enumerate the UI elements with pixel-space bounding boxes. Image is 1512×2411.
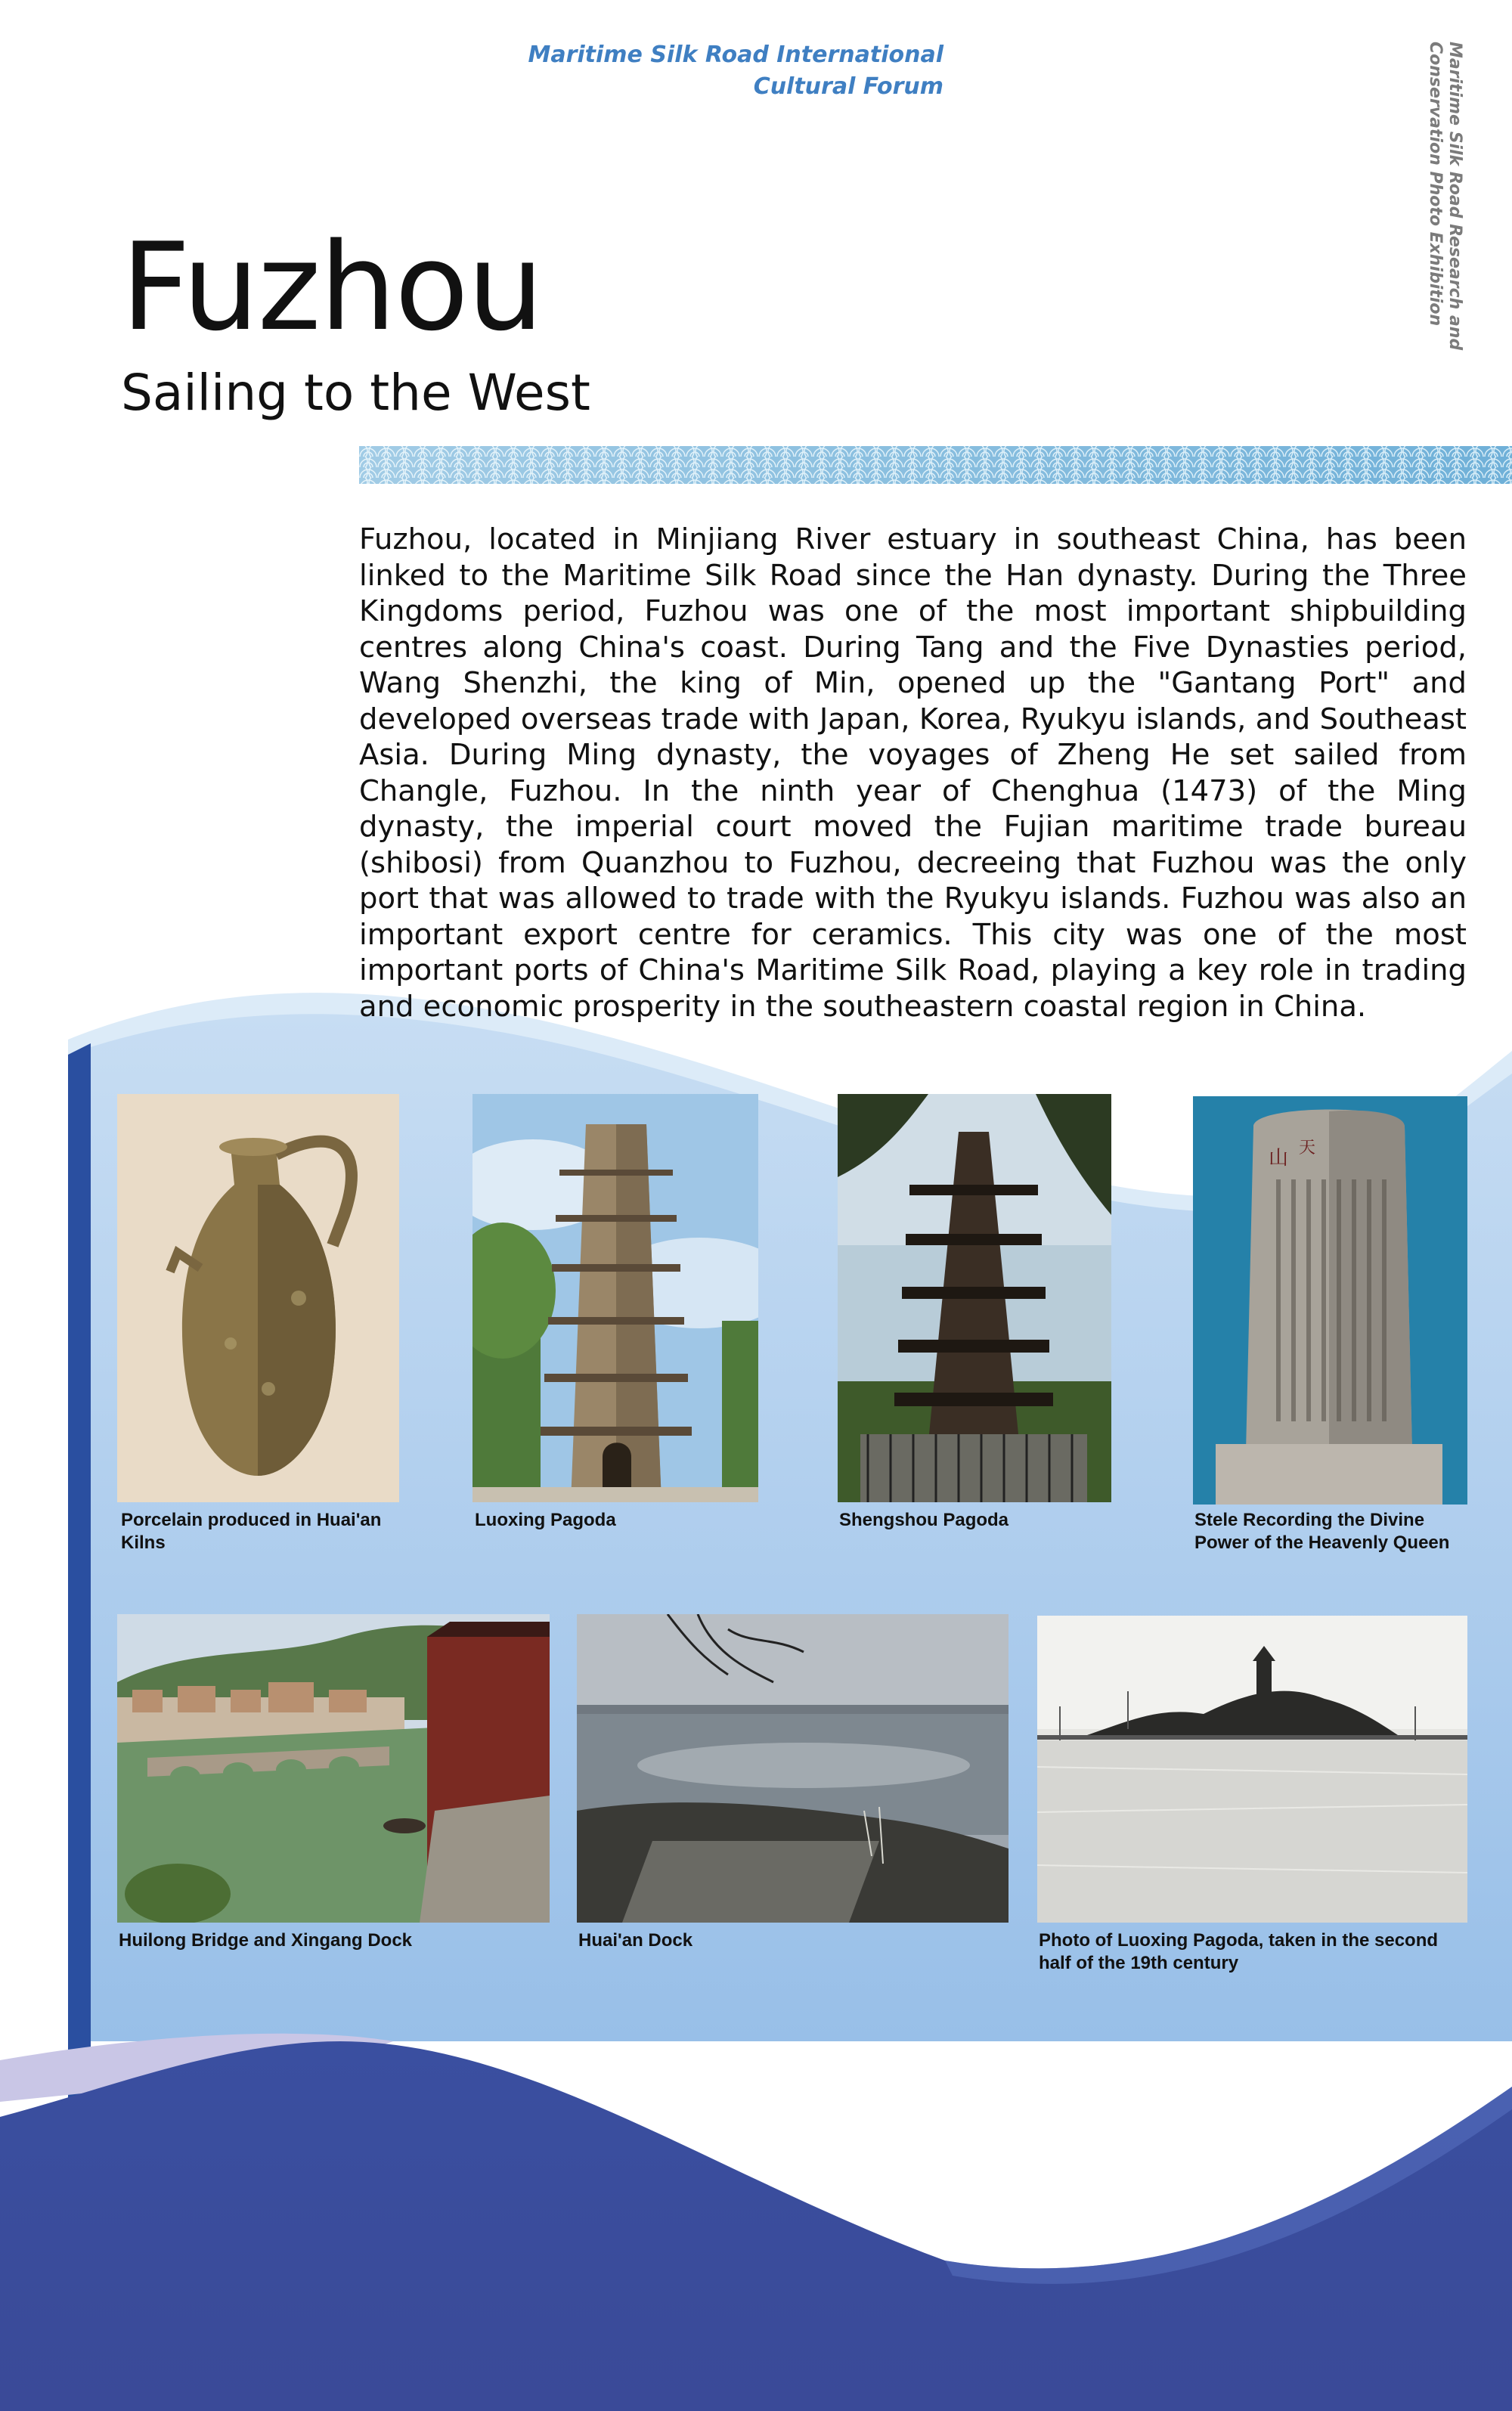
caption-line: Luoxing Pagoda (475, 1510, 616, 1530)
caption-line: Kilns (121, 1532, 166, 1553)
caption-porcelain (121, 1509, 408, 1554)
photo-porcelain-ewer (117, 1094, 399, 1502)
caption-line: Porcelain produced in Huai'an (121, 1510, 382, 1530)
caption-line: Photo of Luoxing Pagoda, taken in the second (1039, 1930, 1439, 1951)
page-subtitle: Sailing to the West (121, 364, 590, 422)
svg-text:天: 天 (1299, 1139, 1316, 1157)
caption-luoxing-historic (1039, 1929, 1492, 1975)
wave-pattern-band (359, 446, 1512, 484)
caption-stele (1194, 1509, 1497, 1554)
intro-paragraph: Fuzhou, located in Minjiang River estuary in southeast China, has been linked to the Maritime Silk Road since the Han dynasty. During the Three Kingdoms period, Fuzhou was one of the most important shipbuilding centres along China's coast. During Tang and the Five Dynasties period, Wang Shenzhi, the king of Min, opened up the "Gantang Port" and developed overseas trade with Japan, Korea, Ryukyu islands, and Southeast Asia. During Ming dynasty, the voyages of Zheng He set sailed from Changle, Fuzhou. In the ninth year of Chenghua (1473) of the Ming dynasty, the imperial court moved the Fujian maritime trade bureau (shibosi) from Quanzhou to Fuzhou, decreeing that Fuzhou was the only port that was allowed to trade with the Ryukyu islands. Fuzhou was also an important export centre for ceramics. This city was one of the most important ports of China's Maritime Silk Road, playing a key role in trading and economic prosperity in the southeastern coastal region in China. (359, 522, 1467, 1024)
forum-line-2: Cultural Forum (753, 73, 943, 100)
caption-line: Huai'an Dock (578, 1930, 693, 1951)
caption-line: Huilong Bridge and Xingang Dock (119, 1930, 413, 1951)
caption-huilong (119, 1929, 572, 1952)
photo-luoxing-historic (1037, 1616, 1467, 1923)
exhibition-line-1: Maritime Silk Road Research and (1445, 42, 1464, 351)
forum-line-1: Maritime Silk Road International (528, 42, 943, 68)
photo-huilong-bridge (117, 1614, 550, 1923)
photo-huaian-dock (577, 1614, 1009, 1923)
photo-luoxing-pagoda (472, 1094, 758, 1502)
photo-shengshou-pagoda (838, 1094, 1111, 1502)
caption-shengshou (839, 1509, 1126, 1532)
caption-line: Stele Recording the Divine (1194, 1510, 1425, 1530)
forum-header (528, 39, 943, 103)
caption-line: Power of the Heavenly Queen (1194, 1532, 1450, 1553)
photo-stele (1193, 1096, 1467, 1505)
exhibition-line-2: Conservation Photo Exhibition (1426, 42, 1445, 327)
caption-line: Shengshou Pagoda (839, 1510, 1009, 1530)
caption-line: half of the 19th century (1039, 1953, 1239, 1973)
caption-luoxing (475, 1509, 762, 1532)
svg-text:山: 山 (1269, 1147, 1289, 1170)
caption-huaian-dock (578, 1929, 1032, 1952)
page-title: Fuzhou (121, 216, 543, 358)
exhibition-vertical-label (1425, 42, 1464, 351)
